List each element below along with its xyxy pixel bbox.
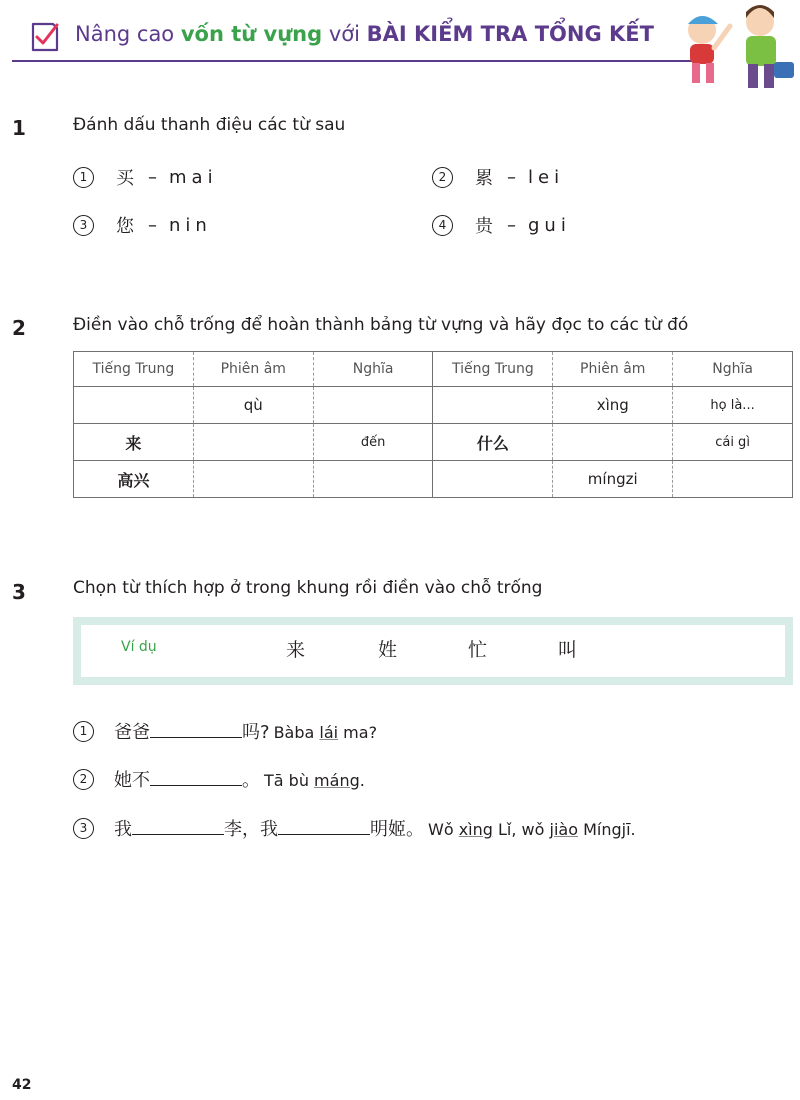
column-header: Phiên âm — [553, 352, 673, 387]
section-2-number: 2 — [12, 316, 26, 340]
word-bank-item: 叫 — [558, 639, 578, 661]
table-cell[interactable]: cái gì — [673, 424, 793, 461]
item-number: 4 — [432, 215, 453, 236]
table-row — [74, 387, 793, 424]
sentence-text: 吗? — [242, 722, 270, 743]
table-row — [74, 461, 793, 498]
word-bank-item: 忙 — [468, 639, 488, 661]
answer-blank[interactable] — [150, 721, 242, 738]
header-divider — [12, 60, 707, 62]
table-cell[interactable]: 来 — [74, 424, 194, 461]
sentence-pinyin: Bàba lái ma? — [273, 723, 378, 742]
section-3-number: 3 — [12, 580, 26, 604]
table-cell[interactable]: xìng — [553, 387, 673, 424]
table-cell[interactable] — [193, 424, 313, 461]
exercise-item — [73, 766, 365, 792]
word-bank — [73, 617, 793, 685]
example-label: Ví dụ — [121, 639, 157, 655]
item-hanzi: 买 — [116, 168, 134, 189]
column-header: Nghĩa — [673, 352, 793, 387]
tone-item — [432, 212, 571, 238]
item-pinyin: gui — [528, 214, 571, 236]
table-cell[interactable] — [433, 387, 553, 424]
sentence-text: 明姬。 — [370, 819, 424, 840]
table-cell[interactable] — [673, 461, 793, 498]
item-dash: – — [507, 214, 516, 236]
column-header: Tiếng Trung — [74, 352, 194, 387]
sentence-text: 李，我 — [224, 819, 278, 840]
exercise-item — [73, 718, 377, 744]
table-cell[interactable]: đến — [313, 424, 433, 461]
item-pinyin: mai — [169, 166, 218, 188]
column-header: Nghĩa — [313, 352, 433, 387]
column-header: Phiên âm — [193, 352, 313, 387]
section-1-instruction: Đánh dấu thanh điệu các từ sau — [73, 115, 346, 135]
item-hanzi: 贵 — [475, 216, 493, 237]
item-number: 1 — [73, 721, 94, 742]
table-cell[interactable]: họ là... — [673, 387, 793, 424]
sentence-text: 她不 — [114, 770, 150, 791]
answer-blank[interactable] — [150, 769, 242, 786]
page-title: Nâng cao vốn từ vựng với BÀI KIỂM TRA TỔNG KẾT — [75, 22, 654, 46]
answer-blank[interactable] — [132, 818, 224, 835]
vocab-table — [73, 351, 793, 498]
page-number: 42 — [12, 1077, 32, 1093]
table-cell[interactable] — [74, 387, 194, 424]
table-cell[interactable] — [313, 461, 433, 498]
table-header-row — [74, 352, 793, 387]
table-cell[interactable] — [193, 461, 313, 498]
item-hanzi: 您 — [116, 216, 134, 237]
table-cell[interactable]: 什么 — [433, 424, 553, 461]
item-number: 3 — [73, 215, 94, 236]
item-number: 2 — [73, 769, 94, 790]
item-dash: – — [507, 166, 516, 188]
tone-item — [73, 164, 218, 190]
exercise-item — [73, 815, 636, 841]
table-cell[interactable]: qù — [193, 387, 313, 424]
sentence-text: 。 — [242, 770, 260, 791]
word-bank-item: 姓 — [378, 639, 398, 661]
section-2-instruction: Điền vào chỗ trống để hoàn thành bảng từ vựng và hãy đọc to các từ đó — [73, 315, 689, 335]
sentence-text: 爸爸 — [114, 722, 150, 743]
sentence-pinyin: Tā bù máng. — [264, 771, 365, 790]
table-row — [74, 424, 793, 461]
answer-blank[interactable] — [278, 818, 370, 835]
table-cell[interactable] — [313, 387, 433, 424]
table-cell[interactable] — [433, 461, 553, 498]
tone-item — [432, 164, 564, 190]
sentence-text: 我 — [114, 819, 132, 840]
table-cell[interactable]: míngzi — [553, 461, 673, 498]
item-dash: – — [148, 214, 157, 236]
column-header: Tiếng Trung — [433, 352, 553, 387]
item-number: 1 — [73, 167, 94, 188]
table-cell[interactable]: 高兴 — [74, 461, 194, 498]
item-number: 2 — [432, 167, 453, 188]
table-cell[interactable] — [553, 424, 673, 461]
word-bank-item: 来 — [286, 639, 306, 661]
checklist-icon — [27, 20, 61, 54]
sentence-pinyin: Wǒ xìng Lǐ, wǒ jiào Míngjī. — [428, 820, 636, 839]
item-pinyin: lei — [528, 166, 565, 188]
item-number: 3 — [73, 818, 94, 839]
item-pinyin: nin — [169, 214, 212, 236]
section-3-instruction: Chọn từ thích hợp ở trong khung rồi điền vào chỗ trống — [73, 578, 543, 598]
item-dash: – — [148, 166, 157, 188]
children-illustration — [660, 0, 800, 92]
section-1-number: 1 — [12, 116, 26, 140]
tone-item — [73, 212, 212, 238]
item-hanzi: 累 — [475, 168, 493, 189]
